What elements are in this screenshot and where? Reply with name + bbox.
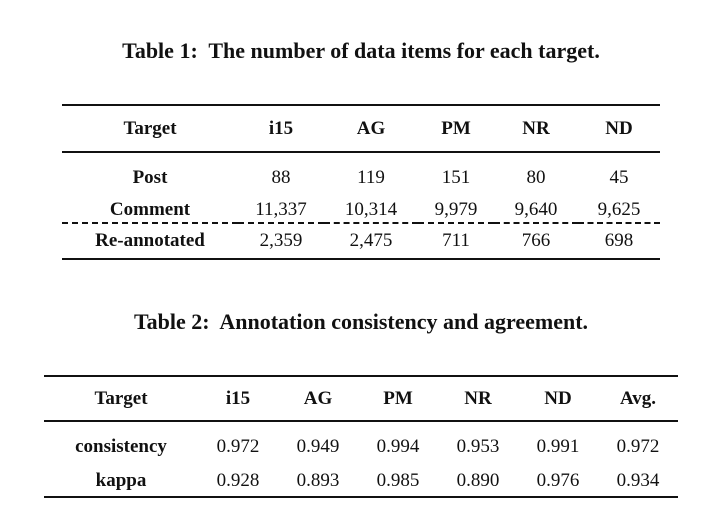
table1-cell: 766 xyxy=(521,230,551,251)
table2-header-target: Target xyxy=(44,376,198,421)
table2-cell: 0.991 xyxy=(536,436,580,457)
table1-row-label: Comment xyxy=(62,197,238,223)
table2-cell: 0.934 xyxy=(616,470,660,491)
table1-row-post xyxy=(62,152,660,197)
table1-cell: 45 xyxy=(609,167,629,188)
table2-cell: 0.953 xyxy=(456,436,500,457)
table1-header-pm: PM xyxy=(418,105,494,152)
table2-cell: 0.976 xyxy=(536,470,580,491)
table1-cell: 9,979 xyxy=(418,197,494,223)
table1 xyxy=(62,104,660,260)
table2-row-label: kappa xyxy=(95,470,147,491)
table1-row-comment xyxy=(62,197,660,223)
table2-cell: 0.949 xyxy=(296,436,340,457)
table2-cell: 0.972 xyxy=(616,436,660,457)
table2-cell: 0.893 xyxy=(296,470,340,491)
table1-row-label: Re-annotated xyxy=(95,230,205,251)
table1-cell: 2,359 xyxy=(259,230,303,251)
table2-header-i15: i15 xyxy=(198,376,278,421)
table2 xyxy=(44,375,678,498)
table1-cell: 151 xyxy=(441,167,471,188)
table1-cell: 88 xyxy=(271,167,291,188)
table2-row-kappa xyxy=(44,466,678,497)
table2-cell: 0.994 xyxy=(376,436,420,457)
table2-header-ag: AG xyxy=(278,376,358,421)
table2-header-nr: NR xyxy=(438,376,518,421)
table1-cell: 9,640 xyxy=(494,197,578,223)
table2-row-consistency xyxy=(44,421,678,466)
table1-header-ag: AG xyxy=(324,105,418,152)
table1-cell: 2,475 xyxy=(349,230,393,251)
table1-caption: Table 1: The number of data items for each target. xyxy=(122,38,600,63)
table1-row-label: Post xyxy=(132,167,168,188)
table2-cell: 0.928 xyxy=(216,470,260,491)
table2-header-nd: ND xyxy=(518,376,598,421)
table1-cell: 10,314 xyxy=(324,197,418,223)
table1-header-i15: i15 xyxy=(238,105,324,152)
table1-cell: 80 xyxy=(526,167,546,188)
table2-header-row xyxy=(44,376,678,421)
table2-caption: Table 2: Annotation consistency and agreement. xyxy=(133,309,589,334)
table1-row-reannotated xyxy=(62,223,660,259)
table2-cell: 0.972 xyxy=(216,436,260,457)
table1-cell: 698 xyxy=(604,230,634,251)
table1-header-row xyxy=(62,105,660,152)
table1-cell: 9,625 xyxy=(578,197,660,223)
table1-cell: 711 xyxy=(442,230,470,251)
table1-cell: 119 xyxy=(357,167,385,188)
table2-cell: 0.985 xyxy=(376,470,420,491)
table1-header-nd: ND xyxy=(578,105,660,152)
table2-row-label: consistency xyxy=(75,436,167,457)
table1-cell: 11,337 xyxy=(238,197,324,223)
table1-header-nr: NR xyxy=(494,105,578,152)
table2-header-pm: PM xyxy=(358,376,438,421)
table1-header-target: Target xyxy=(62,105,238,152)
table2-cell: 0.890 xyxy=(456,470,500,491)
table2-header-avg: Avg. xyxy=(598,376,678,421)
